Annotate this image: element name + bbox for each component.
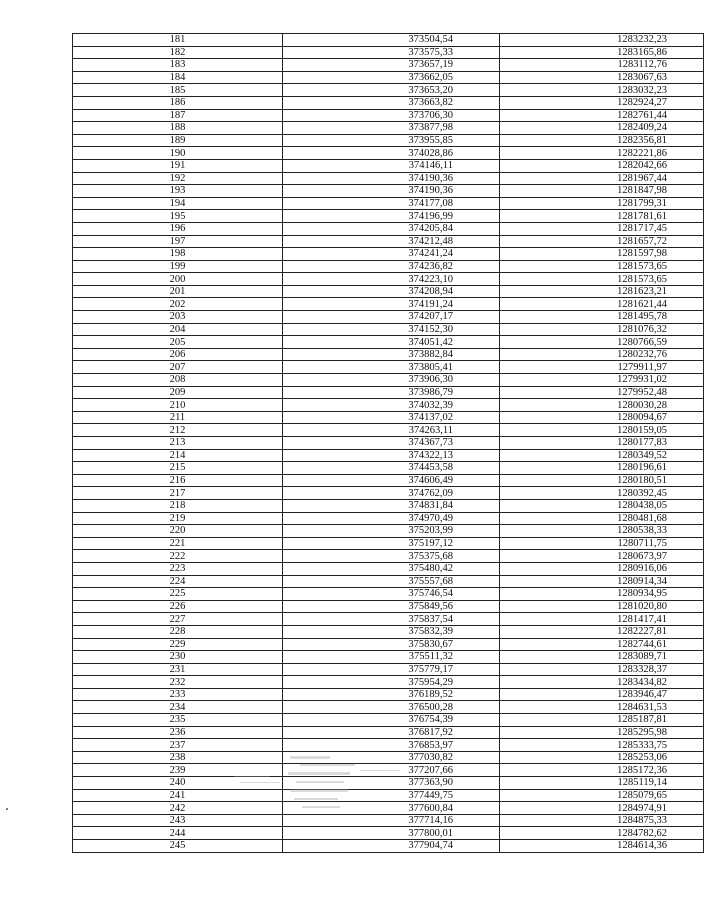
table-row xyxy=(73,185,704,198)
y-coordinate-cell: 1285079,65 xyxy=(500,789,704,802)
table-row xyxy=(73,814,704,827)
table-row xyxy=(73,311,704,324)
y-coordinate-cell: 1281573,65 xyxy=(500,260,704,273)
point-number-cell: 233 xyxy=(73,688,283,701)
y-coordinate-cell: 1280030,28 xyxy=(500,399,704,412)
x-coordinate-cell: 375197,12 xyxy=(283,537,500,550)
y-coordinate-cell: 1281076,32 xyxy=(500,323,704,336)
table-row xyxy=(73,411,704,424)
table-row xyxy=(73,235,704,248)
y-coordinate-cell: 1283067,63 xyxy=(500,71,704,84)
point-number-cell: 212 xyxy=(73,424,283,437)
table-row xyxy=(73,575,704,588)
point-number-cell: 237 xyxy=(73,739,283,752)
point-number-cell: 207 xyxy=(73,361,283,374)
y-coordinate-cell: 1281623,21 xyxy=(500,285,704,298)
y-coordinate-cell: 1280232,76 xyxy=(500,348,704,361)
table-row xyxy=(73,449,704,462)
y-coordinate-cell: 1281621,44 xyxy=(500,298,704,311)
table-row xyxy=(73,550,704,563)
x-coordinate-cell: 377600,84 xyxy=(283,802,500,815)
x-coordinate-cell: 374205,84 xyxy=(283,222,500,235)
table-row xyxy=(73,122,704,135)
point-number-cell: 199 xyxy=(73,260,283,273)
y-coordinate-cell: 1282744,61 xyxy=(500,638,704,651)
x-coordinate-cell: 374241,24 xyxy=(283,248,500,261)
table-row xyxy=(73,701,704,714)
point-number-cell: 190 xyxy=(73,147,283,160)
point-number-cell: 183 xyxy=(73,59,283,72)
y-coordinate-cell: 1283089,71 xyxy=(500,651,704,664)
x-coordinate-cell: 374032,39 xyxy=(283,399,500,412)
point-number-cell: 206 xyxy=(73,348,283,361)
y-coordinate-cell: 1280438,05 xyxy=(500,499,704,512)
point-number-cell: 214 xyxy=(73,449,283,462)
x-coordinate-cell: 374207,17 xyxy=(283,311,500,324)
table-row xyxy=(73,260,704,273)
point-number-cell: 229 xyxy=(73,638,283,651)
x-coordinate-cell: 373877,98 xyxy=(283,122,500,135)
y-coordinate-cell: 1280934,95 xyxy=(500,588,704,601)
table-row xyxy=(73,802,704,815)
table-row xyxy=(73,248,704,261)
x-coordinate-cell: 376189,52 xyxy=(283,688,500,701)
x-coordinate-cell: 374190,36 xyxy=(283,185,500,198)
point-number-cell: 218 xyxy=(73,499,283,512)
x-coordinate-cell: 374831,84 xyxy=(283,499,500,512)
point-number-cell: 243 xyxy=(73,814,283,827)
x-coordinate-cell: 374367,73 xyxy=(283,437,500,450)
y-coordinate-cell: 1282356,81 xyxy=(500,134,704,147)
point-number-cell: 236 xyxy=(73,726,283,739)
table-row xyxy=(73,600,704,613)
x-coordinate-cell: 374263,11 xyxy=(283,424,500,437)
table-row xyxy=(73,625,704,638)
x-coordinate-cell: 374322,13 xyxy=(283,449,500,462)
table-row xyxy=(73,386,704,399)
y-coordinate-cell: 1283032,23 xyxy=(500,84,704,97)
point-number-cell: 188 xyxy=(73,122,283,135)
point-number-cell: 219 xyxy=(73,512,283,525)
y-coordinate-cell: 1285253,06 xyxy=(500,751,704,764)
table-row xyxy=(73,348,704,361)
y-coordinate-cell: 1281799,31 xyxy=(500,197,704,210)
table-row xyxy=(73,197,704,210)
y-coordinate-cell: 1283232,23 xyxy=(500,34,704,47)
x-coordinate-cell: 374208,94 xyxy=(283,285,500,298)
point-number-cell: 242 xyxy=(73,802,283,815)
x-coordinate-cell: 375511,32 xyxy=(283,651,500,664)
point-number-cell: 232 xyxy=(73,676,283,689)
table-row xyxy=(73,46,704,59)
x-coordinate-cell: 374146,11 xyxy=(283,159,500,172)
x-coordinate-cell: 375746,54 xyxy=(283,588,500,601)
point-number-cell: 213 xyxy=(73,437,283,450)
table-row xyxy=(73,474,704,487)
margin-mark xyxy=(6,808,8,810)
table-row xyxy=(73,273,704,286)
table-row xyxy=(73,638,704,651)
table-row xyxy=(73,588,704,601)
point-number-cell: 217 xyxy=(73,487,283,500)
point-number-cell: 216 xyxy=(73,474,283,487)
table-row xyxy=(73,462,704,475)
table-row xyxy=(73,424,704,437)
table-row xyxy=(73,172,704,185)
y-coordinate-cell: 1284875,33 xyxy=(500,814,704,827)
table-row xyxy=(73,147,704,160)
table-row xyxy=(73,285,704,298)
table-row xyxy=(73,562,704,575)
point-number-cell: 210 xyxy=(73,399,283,412)
point-number-cell: 194 xyxy=(73,197,283,210)
x-coordinate-cell: 375375,68 xyxy=(283,550,500,563)
point-number-cell: 240 xyxy=(73,777,283,790)
point-number-cell: 195 xyxy=(73,210,283,223)
table-row xyxy=(73,336,704,349)
x-coordinate-cell: 374028,86 xyxy=(283,147,500,160)
table-row xyxy=(73,487,704,500)
x-coordinate-cell: 374762,09 xyxy=(283,487,500,500)
y-coordinate-cell: 1284614,36 xyxy=(500,840,704,853)
x-coordinate-cell: 374137,02 xyxy=(283,411,500,424)
point-number-cell: 228 xyxy=(73,625,283,638)
x-coordinate-cell: 377714,16 xyxy=(283,814,500,827)
x-coordinate-cell: 374970,49 xyxy=(283,512,500,525)
x-coordinate-cell: 374152,30 xyxy=(283,323,500,336)
x-coordinate-cell: 375203,99 xyxy=(283,525,500,538)
table-row xyxy=(73,764,704,777)
x-coordinate-cell: 374177,08 xyxy=(283,197,500,210)
y-coordinate-cell: 1281781,61 xyxy=(500,210,704,223)
y-coordinate-cell: 1283434,82 xyxy=(500,676,704,689)
y-coordinate-cell: 1281967,44 xyxy=(500,172,704,185)
y-coordinate-cell: 1285187,81 xyxy=(500,714,704,727)
point-number-cell: 204 xyxy=(73,323,283,336)
table-row xyxy=(73,84,704,97)
y-coordinate-cell: 1281597,98 xyxy=(500,248,704,261)
table-row xyxy=(73,134,704,147)
y-coordinate-cell: 1283946,47 xyxy=(500,688,704,701)
y-coordinate-cell: 1281657,72 xyxy=(500,235,704,248)
y-coordinate-cell: 1280916,06 xyxy=(500,562,704,575)
x-coordinate-cell: 373906,30 xyxy=(283,374,500,387)
y-coordinate-cell: 1281417,41 xyxy=(500,613,704,626)
x-coordinate-cell: 377904,74 xyxy=(283,840,500,853)
x-coordinate-cell: 374453,58 xyxy=(283,462,500,475)
table-row xyxy=(73,714,704,727)
y-coordinate-cell: 1285172,36 xyxy=(500,764,704,777)
y-coordinate-cell: 1280349,52 xyxy=(500,449,704,462)
y-coordinate-cell: 1284782,62 xyxy=(500,827,704,840)
table-row xyxy=(73,71,704,84)
table-row xyxy=(73,840,704,853)
table-row xyxy=(73,59,704,72)
x-coordinate-cell: 373504,54 xyxy=(283,34,500,47)
y-coordinate-cell: 1280711,75 xyxy=(500,537,704,550)
point-number-cell: 224 xyxy=(73,575,283,588)
x-coordinate-cell: 374191,24 xyxy=(283,298,500,311)
y-coordinate-cell: 1281495,78 xyxy=(500,311,704,324)
point-number-cell: 215 xyxy=(73,462,283,475)
point-number-cell: 226 xyxy=(73,600,283,613)
y-coordinate-cell: 1281573,65 xyxy=(500,273,704,286)
x-coordinate-cell: 373986,79 xyxy=(283,386,500,399)
point-number-cell: 234 xyxy=(73,701,283,714)
table-row xyxy=(73,663,704,676)
x-coordinate-cell: 373955,85 xyxy=(283,134,500,147)
point-number-cell: 198 xyxy=(73,248,283,261)
table-row xyxy=(73,374,704,387)
y-coordinate-cell: 1284974,91 xyxy=(500,802,704,815)
x-coordinate-cell: 373575,33 xyxy=(283,46,500,59)
x-coordinate-cell: 376500,28 xyxy=(283,701,500,714)
point-number-cell: 201 xyxy=(73,285,283,298)
x-coordinate-cell: 373663,82 xyxy=(283,96,500,109)
point-number-cell: 202 xyxy=(73,298,283,311)
point-number-cell: 245 xyxy=(73,840,283,853)
point-number-cell: 221 xyxy=(73,537,283,550)
y-coordinate-cell: 1281717,45 xyxy=(500,222,704,235)
y-coordinate-cell: 1283165,86 xyxy=(500,46,704,59)
point-number-cell: 208 xyxy=(73,374,283,387)
point-number-cell: 185 xyxy=(73,84,283,97)
point-number-cell: 191 xyxy=(73,159,283,172)
y-coordinate-cell: 1280766,59 xyxy=(500,336,704,349)
table-row xyxy=(73,437,704,450)
y-coordinate-cell: 1285333,75 xyxy=(500,739,704,752)
point-number-cell: 223 xyxy=(73,562,283,575)
point-number-cell: 189 xyxy=(73,134,283,147)
table-row xyxy=(73,210,704,223)
point-number-cell: 239 xyxy=(73,764,283,777)
y-coordinate-cell: 1282221,86 xyxy=(500,147,704,160)
coordinates-table-body xyxy=(73,34,704,853)
x-coordinate-cell: 377800,01 xyxy=(283,827,500,840)
x-coordinate-cell: 377363,90 xyxy=(283,777,500,790)
table-row xyxy=(73,688,704,701)
table-row xyxy=(73,298,704,311)
y-coordinate-cell: 1283112,76 xyxy=(500,59,704,72)
point-number-cell: 227 xyxy=(73,613,283,626)
point-number-cell: 235 xyxy=(73,714,283,727)
coordinates-table xyxy=(72,33,704,853)
point-number-cell: 187 xyxy=(73,109,283,122)
y-coordinate-cell: 1280481,68 xyxy=(500,512,704,525)
table-row xyxy=(73,159,704,172)
table-row xyxy=(73,512,704,525)
table-row xyxy=(73,499,704,512)
x-coordinate-cell: 375480,42 xyxy=(283,562,500,575)
point-number-cell: 203 xyxy=(73,311,283,324)
x-coordinate-cell: 374051,42 xyxy=(283,336,500,349)
table-row xyxy=(73,751,704,764)
x-coordinate-cell: 376754,39 xyxy=(283,714,500,727)
point-number-cell: 238 xyxy=(73,751,283,764)
point-number-cell: 205 xyxy=(73,336,283,349)
y-coordinate-cell: 1280177,83 xyxy=(500,437,704,450)
table-row xyxy=(73,222,704,235)
point-number-cell: 220 xyxy=(73,525,283,538)
y-coordinate-cell: 1280094,67 xyxy=(500,411,704,424)
y-coordinate-cell: 1281847,98 xyxy=(500,185,704,198)
x-coordinate-cell: 373662,05 xyxy=(283,71,500,84)
x-coordinate-cell: 374223,10 xyxy=(283,273,500,286)
table-row xyxy=(73,323,704,336)
point-number-cell: 244 xyxy=(73,827,283,840)
y-coordinate-cell: 1283328,37 xyxy=(500,663,704,676)
table-row xyxy=(73,96,704,109)
x-coordinate-cell: 375830,67 xyxy=(283,638,500,651)
y-coordinate-cell: 1279931,02 xyxy=(500,374,704,387)
x-coordinate-cell: 375837,54 xyxy=(283,613,500,626)
table-row xyxy=(73,109,704,122)
y-coordinate-cell: 1285119,14 xyxy=(500,777,704,790)
y-coordinate-cell: 1285295,98 xyxy=(500,726,704,739)
point-number-cell: 186 xyxy=(73,96,283,109)
table-row xyxy=(73,739,704,752)
point-number-cell: 222 xyxy=(73,550,283,563)
x-coordinate-cell: 375557,68 xyxy=(283,575,500,588)
point-number-cell: 241 xyxy=(73,789,283,802)
point-number-cell: 181 xyxy=(73,34,283,47)
x-coordinate-cell: 375832,39 xyxy=(283,625,500,638)
y-coordinate-cell: 1280180,51 xyxy=(500,474,704,487)
x-coordinate-cell: 376817,92 xyxy=(283,726,500,739)
point-number-cell: 209 xyxy=(73,386,283,399)
x-coordinate-cell: 377030,82 xyxy=(283,751,500,764)
table-row xyxy=(73,537,704,550)
y-coordinate-cell: 1282042,66 xyxy=(500,159,704,172)
table-row xyxy=(73,676,704,689)
x-coordinate-cell: 374236,82 xyxy=(283,260,500,273)
x-coordinate-cell: 377207,66 xyxy=(283,764,500,777)
point-number-cell: 184 xyxy=(73,71,283,84)
point-number-cell: 192 xyxy=(73,172,283,185)
y-coordinate-cell: 1282227,81 xyxy=(500,625,704,638)
table-row xyxy=(73,399,704,412)
y-coordinate-cell: 1282409,24 xyxy=(500,122,704,135)
x-coordinate-cell: 376853,97 xyxy=(283,739,500,752)
x-coordinate-cell: 374212,48 xyxy=(283,235,500,248)
y-coordinate-cell: 1282761,44 xyxy=(500,109,704,122)
point-number-cell: 193 xyxy=(73,185,283,198)
y-coordinate-cell: 1279911,97 xyxy=(500,361,704,374)
x-coordinate-cell: 373706,30 xyxy=(283,109,500,122)
y-coordinate-cell: 1280538,33 xyxy=(500,525,704,538)
point-number-cell: 196 xyxy=(73,222,283,235)
y-coordinate-cell: 1284631,53 xyxy=(500,701,704,714)
point-number-cell: 211 xyxy=(73,411,283,424)
x-coordinate-cell: 374606,49 xyxy=(283,474,500,487)
y-coordinate-cell: 1280159,05 xyxy=(500,424,704,437)
table-row xyxy=(73,651,704,664)
table-row xyxy=(73,613,704,626)
x-coordinate-cell: 375849,56 xyxy=(283,600,500,613)
point-number-cell: 200 xyxy=(73,273,283,286)
x-coordinate-cell: 377449,75 xyxy=(283,789,500,802)
table-row xyxy=(73,777,704,790)
y-coordinate-cell: 1279952,48 xyxy=(500,386,704,399)
point-number-cell: 231 xyxy=(73,663,283,676)
y-coordinate-cell: 1282924,27 xyxy=(500,96,704,109)
table-row xyxy=(73,827,704,840)
y-coordinate-cell: 1280914,34 xyxy=(500,575,704,588)
y-coordinate-cell: 1280673,97 xyxy=(500,550,704,563)
point-number-cell: 182 xyxy=(73,46,283,59)
x-coordinate-cell: 373653,20 xyxy=(283,84,500,97)
point-number-cell: 230 xyxy=(73,651,283,664)
y-coordinate-cell: 1280196,61 xyxy=(500,462,704,475)
x-coordinate-cell: 373882,84 xyxy=(283,348,500,361)
table-row xyxy=(73,34,704,47)
y-coordinate-cell: 1281020,80 xyxy=(500,600,704,613)
table-row xyxy=(73,726,704,739)
point-number-cell: 197 xyxy=(73,235,283,248)
y-coordinate-cell: 1280392,45 xyxy=(500,487,704,500)
x-coordinate-cell: 374196,99 xyxy=(283,210,500,223)
x-coordinate-cell: 375779,17 xyxy=(283,663,500,676)
point-number-cell: 225 xyxy=(73,588,283,601)
x-coordinate-cell: 373657,19 xyxy=(283,59,500,72)
table-row xyxy=(73,361,704,374)
x-coordinate-cell: 375954,29 xyxy=(283,676,500,689)
table-row xyxy=(73,789,704,802)
table-row xyxy=(73,525,704,538)
x-coordinate-cell: 374190,36 xyxy=(283,172,500,185)
x-coordinate-cell: 373805,41 xyxy=(283,361,500,374)
